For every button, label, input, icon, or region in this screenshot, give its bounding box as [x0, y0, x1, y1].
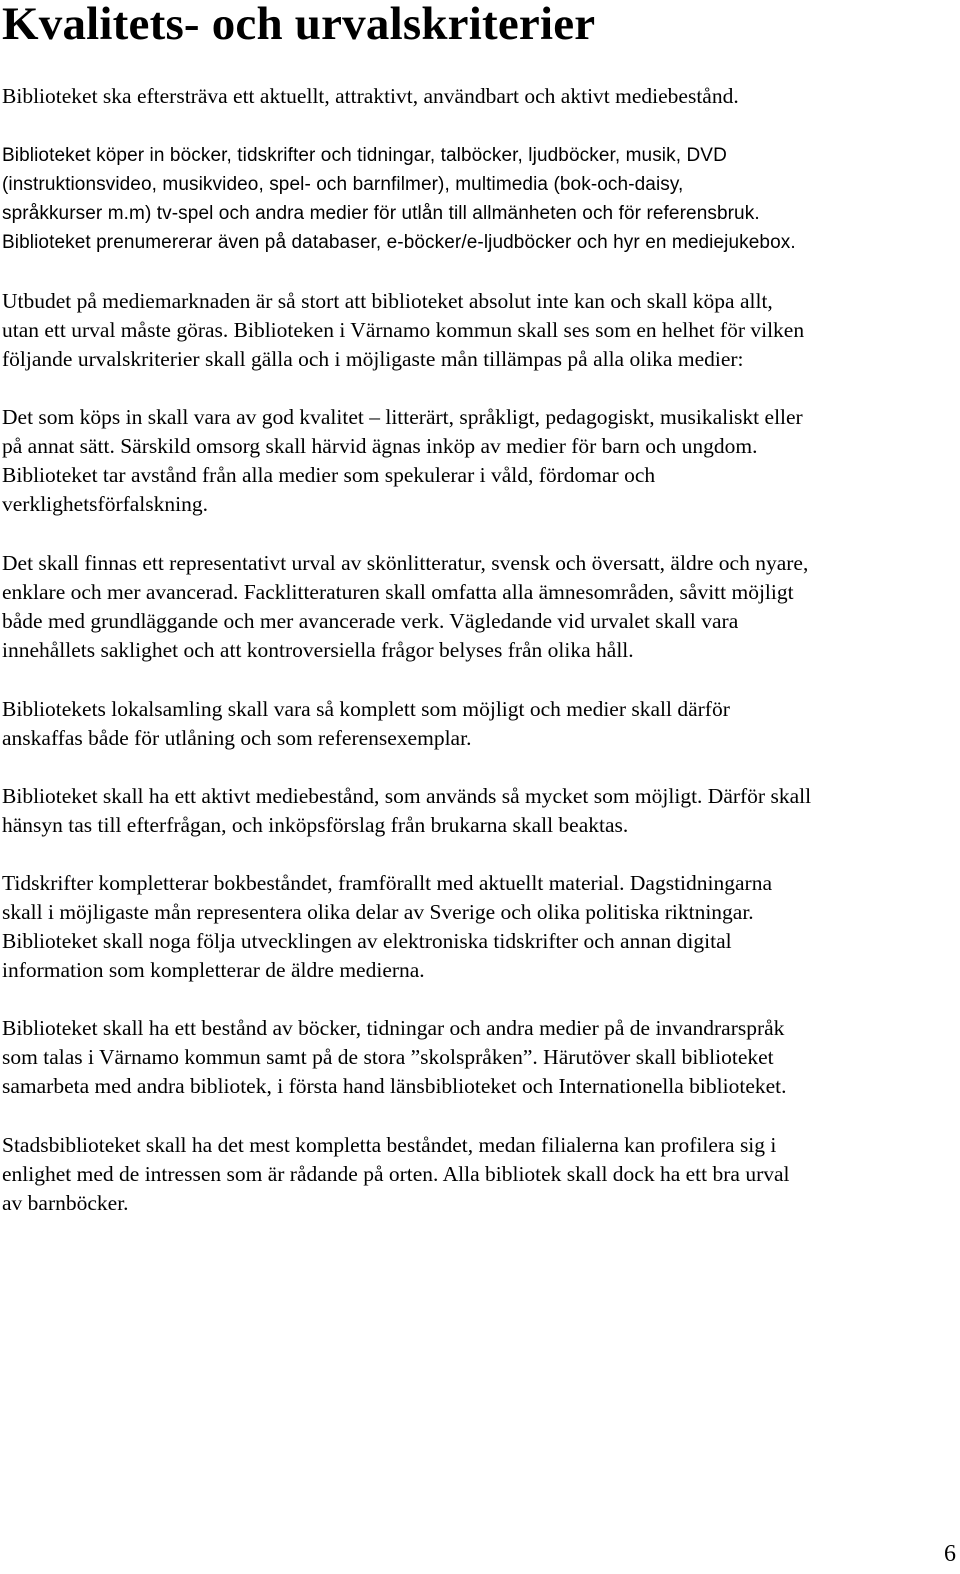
text-line: som talas i Värnamo kommun samt på de stora ”skolspråken”. Härutöver skall biblioteket — [2, 1045, 774, 1069]
paragraph-active-collection — [2, 782, 958, 840]
text-line: Biblioteket ska eftersträva ett aktuellt, attraktivt, användbart och aktivt mediebestånd. — [2, 84, 739, 108]
text-line: Stadsbiblioteket skall ha det mest kompletta beståndet, medan filialerna kan profilera sig i — [2, 1133, 777, 1157]
paragraph-media-types — [2, 141, 958, 257]
page-number: 6 — [944, 1541, 956, 1567]
text-line: Tidskrifter kompletterar bokbeståndet, framförallt med aktuellt material. Dagstidningarna — [2, 871, 772, 895]
text-line: både med grundläggande och mer avancerade verk. Vägledande vid urvalet skall vara — [2, 609, 739, 633]
text-line: skall i möjligaste mån representera olika delar av Sverige och olika politiska riktningar. — [2, 900, 754, 924]
text-line: enlighet med de intressen som är rådande på orten. Alla bibliotek skall dock ha ett bra urval — [2, 1162, 790, 1186]
text-line: (instruktionsvideo, musikvideo, spel- och barnfilmer), multimedia (bok-och-daisy, — [2, 174, 684, 195]
text-line: hänsyn tas till efterfrågan, och inköpsförslag från brukarna skall beaktas. — [2, 813, 629, 837]
text-line: Biblioteket skall ha ett aktivt mediebestånd, som används så mycket som möjligt. Därför skall — [2, 784, 812, 808]
text-line: samarbeta med andra bibliotek, i första hand länsbiblioteket och Internationella biblioteket. — [2, 1074, 787, 1098]
text-line: Det som köps in skall vara av god kvalitet – litterärt, språkligt, pedagogiskt, musikaliskt eller — [2, 405, 803, 429]
text-line: av barnböcker. — [2, 1191, 129, 1215]
text-line: Biblioteket skall noga följa utvecklingen av elektroniska tidskrifter och annan digital — [2, 929, 732, 953]
text-line: på annat sätt. Särskild omsorg skall härvid ägnas inköp av medier för barn och ungdom. — [2, 434, 758, 458]
text-line: Det skall finnas ett representativt urval av skönlitteratur, svensk och översatt, äldre och nyare, — [2, 551, 809, 575]
text-line: enklare och mer avancerad. Facklitteraturen skall omfatta alla ämnesområden, såvitt möjligt — [2, 580, 794, 604]
text-line: Utbudet på mediemarknaden är så stort att biblioteket absolut inte kan och skall köpa allt, — [2, 289, 773, 313]
text-line: utan ett urval måste göras. Biblioteken i Värnamo kommun skall ses som en helhet för vilken — [2, 318, 805, 342]
text-line: anskaffas både för utlåning och som referensexemplar. — [2, 726, 472, 750]
paragraph-city-library — [2, 1131, 958, 1218]
text-line: Bibliotekets lokalsamling skall vara så komplett som möjligt och medier skall därför — [2, 697, 730, 721]
text-line: Biblioteket skall ha ett bestånd av böcker, tidningar och andra medier på de invandrarspråk — [2, 1016, 785, 1040]
paragraph-quality — [2, 403, 958, 519]
paragraph-immigrant-languages — [2, 1014, 958, 1101]
text-line: följande urvalskriterier skall gälla och i möjligaste mån tillämpas på alla olika medier: — [2, 347, 744, 371]
text-line: Biblioteket prenumererar även på databaser, e-böcker/e-ljudböcker och hyr en mediejukebox. — [2, 232, 796, 253]
paragraph-periodicals — [2, 869, 958, 985]
paragraph-intro — [2, 82, 958, 111]
page-title: Kvalitets- och urvalskriterier — [2, 0, 596, 50]
paragraph-local-collection — [2, 695, 958, 753]
text-line: språkkurser m.m) tv-spel och andra medier för utlån till allmänheten och för referensbruk. — [2, 203, 760, 224]
text-line: Biblioteket tar avstånd från alla medier som spekulerar i våld, fördomar och — [2, 463, 656, 487]
text-line: innehållets saklighet och att kontroversiella frågor belyses från olika håll. — [2, 638, 634, 662]
paragraph-representative-selection — [2, 549, 958, 665]
text-line: information som kompletterar de äldre medierna. — [2, 958, 425, 982]
paragraph-selection — [2, 287, 958, 374]
text-line: Biblioteket köper in böcker, tidskrifter och tidningar, talböcker, ljudböcker, musik, DVD — [2, 145, 727, 166]
text-line: verklighetsförfalskning. — [2, 492, 208, 516]
